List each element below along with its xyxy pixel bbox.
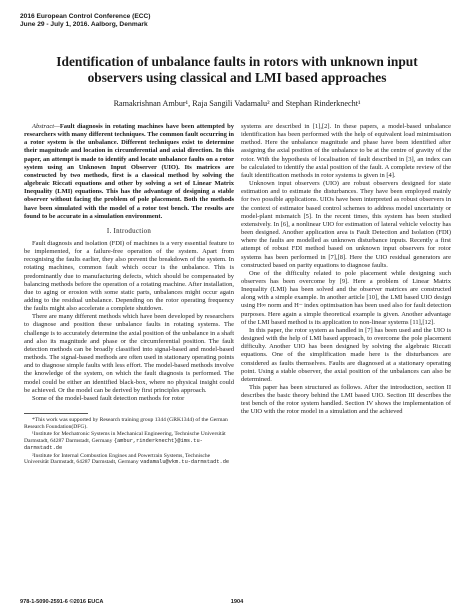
left-column (24, 123, 234, 466)
paragraph: Unknown input observers (UIO) are robust observers designed for state estimation and to estimate the disturbances. They have been employed mainly for two possible applications. UIOs have been interpreted as robust observers in the context of estimator based control schemes to address model uncertainty or model-plant mismatch [5]. In the recent times, this system has been studied extensively. In [6], a nonlinear UIO for estimation of lateral vehicle velocity has been designed. Another application area is Fault Detection and Isolation (FDI) where the faults are modelled as unknown disturbance inputs. Recently a first attempt of robust FDI method based on unknown input observers for rotor systems has been performed in [7],[8]. Here the UIO residual generators are constructed based on parity equations to diagnose faults. (241, 180, 451, 269)
paper-title: Identification of unbalance faults in rotors with unknown input observers using classical and LMI based approaches (56, 54, 418, 85)
section-heading-introduction: I. Introduction (106, 227, 152, 235)
paragraph: This paper has been structured as follows. After the introduction, section II describes the basic theory behind the LMI based UIO. Section III describes the test bench of the rotor system handled. Section IV shows the implementation of the UIO with the rotor model in a simulation and the achieved (241, 384, 451, 416)
paragraph: Fault diagnosis and isolation (FDI) of machines is a very essential feature to be implemented, for a failure-free operation of the system. Apart from recognising the faults earlier, they also prevent the breakdown of the system. In rotating machines, common fault which occur is the unbalance. This is predominantly due to manufacturing defects, which should be compensated by balancing methods before the operation of a rotating machine. After installation, due to aging or erosion with some static parts, unbalances might occur again adding to the residual unbalance. Depending on the rotor operating frequency the faults might also accelerate a complete shutdown. (24, 239, 234, 313)
page-number: 1904 (230, 599, 244, 605)
abstract-text: Fault diagnosis in rotating machines have been attempted by researchers with many different techniques. The common fault occurring in a rotor system is the unbalance. Different techniques exist to determine their magnitude and location in circumferential and axial direction. In this paper, an attempt is made to identify and locate unbalance faults on a rotor system using an Unknown Input Observer (UIO). Its matrices are constructed by two methods, first is a classical method by solving the algebraic Riccati equations and other by solving a set of Linear Matrix Inequality (LMI) equations. This has the advantage of designing a stable observer without facing the problem of pole placement. Both the methods have been simulated with the model of a rotor test bench. The results are found to be accurate in a simulation environment. (24, 123, 234, 220)
footnote-divider (24, 413, 88, 414)
abstract (24, 123, 234, 221)
affiliation-2-email[interactable]: vadamalu@vkm.tu-darmstadt.de (140, 459, 230, 466)
conference-header (20, 13, 150, 29)
paragraph: There are many different methods which have been developed by researchers to diagnose and position these unbalance faults in rotating systems. The challenge is to accurately determine the axial position of the unbalance in a shaft and also its magnitude and phase or the circumferential position. The fault detection methods can be broadly classified into signal-based and model-based methods. The signal-based methods are often used in stationary operating points and to diagnose simple faults with less effort. The model-based methods involve the knowledge of the system, on which the fault diagnosis is performed. The model could be either an identified black-box, where no physical insight could be achieved. Or the model can be derived by first principles approach. (24, 313, 234, 394)
paragraph: Some of the model-based fault detection methods for rotor (32, 394, 185, 402)
footer-isbn: 978-1-5090-2591-6 ©2016 EUCA (20, 599, 104, 605)
paragraph: In this paper, the rotor system as handled in [7] has been used and the UIO is designed with the help of LMI based approach, to overcome the pole placement difficulty. Another UIO has been designed by solving the algebraic Riccati equations. One of the simplification made here is the disturbances are considered as faults themselves. Faults are diagnosed at a stationary operating point. Using a stable observer, the axial position of the unbalances can also be determined. (241, 326, 451, 383)
footnote-funding: *This work was supported by Research training group 1344 (GRK1344) of the German Research Foundation(DFG). (24, 417, 228, 430)
footnote-affiliation-2 (24, 453, 234, 466)
abstract-lead: Abstract— (32, 123, 60, 130)
author-list: Ramakrishnan Ambur¹, Raja Sangili Vadamalu² and Stephan Rinderknecht¹ (113, 99, 361, 108)
right-column (241, 123, 451, 417)
footnote-affiliation-1 (24, 431, 234, 451)
affiliation-1-text: ¹Institute for Mechatronic Systems in Mechanical Engineering, Technische Universität Darmstadt, 64287 Darmstadt, Germany (24, 431, 226, 445)
affiliation-2-text: ²Institute for Internal Combustion Engines and Powertrain Systems, Technische Universität Darmstadt, 64287 Darmstadt, Germany (24, 452, 211, 466)
conference-dates: June 29 - July 1, 2016. Aalborg, Denmark (20, 21, 148, 29)
affiliation-1-email[interactable]: {ambur,rinderknecht}@ims.tu-darmstadt.de (24, 438, 203, 451)
paragraph: One of the difficulty related to pole placement while designing such observers has been overcome by [9]. Here a problem of Linear Matrix Inequality (LMI) has been solved and the observer matrices are constructed along with a simple example. In another article [10], the LMI based UIO design using H∞ norm and H− index optimisation has been used also for fault detection purposes. Here again a simple theoretical example is given. Another advantage of the LMI based method is its application to non-linear systems [11],[12]. (241, 269, 451, 326)
paragraph: systems are described in [1],[2]. In these papers, a model-based unbalance identification has been performed with the help of equivalent load minimisation method. Here the unbalance magnitude and phase have been identified after assigning the axial position of the unbalance to be at the centre of gravity of the rotor. With the hypothesis of localisation of fault described in [3], an index can be calculated to identify the axial position of the fault. A complete review of the fault identification methods in rotor systems is given in [4]. (241, 123, 451, 179)
conference-name: 2016 European Control Conference (ECC) (20, 13, 151, 20)
